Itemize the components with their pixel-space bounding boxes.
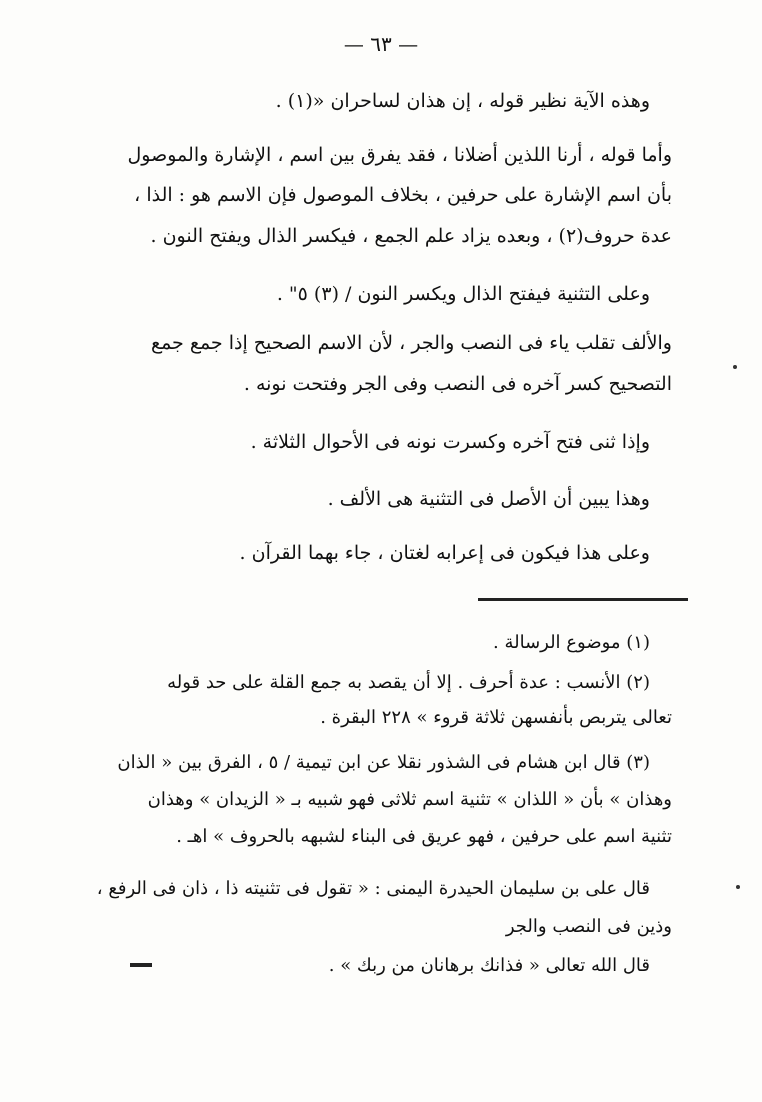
scan-mark	[130, 963, 152, 967]
scan-speck	[733, 365, 737, 369]
body-line: وهذا يبين أن الأصل فى التثنية هى الألف .	[327, 488, 650, 510]
page-number: — ٦٣ —	[343, 32, 419, 56]
scan-speck	[736, 885, 740, 889]
body-line: وعلى التثنية فيفتح الذال ويكسر النون / (٣) ٥" .	[276, 283, 650, 305]
footnote-line: (١) موضوع الرسالة .	[493, 632, 650, 653]
footnote-line: وهذان » بأن « اللذان » تثنية اسم ثلاثى فهو شبيه بـ « الزيدان » وهذان	[147, 789, 672, 810]
footnote-line: قال الله تعالى « فذانك برهانان من ربك » .	[328, 955, 650, 976]
footnote-separator	[478, 598, 688, 601]
footnote-line: (٢) الأنسب : عدة أحرف . إلا أن يقصد به جمع القلة على حد قوله	[167, 672, 650, 693]
body-line: والألف تقلب ياء فى النصب والجر ، لأن الاسم الصحيح إذا جمع جمع	[150, 332, 672, 354]
body-line: وهذه الآية نظير قوله ، إن هذان لساحران «(١) .	[275, 90, 650, 112]
footnote-line: (٣) قال ابن هشام فى الشذور نقلا عن ابن تيمية / ٥ ، الفرق بين « الذان	[117, 752, 650, 773]
footnote-line: تثنية اسم على حرفين ، فهو عريق فى البناء لشبهه بالحروف » اهـ .	[176, 826, 672, 847]
body-line: وأما قوله ، أرنا اللذين أضلانا ، فقد يفرق بين اسم ، الإشارة والموصول	[127, 144, 672, 166]
body-line: وإذا ثنى فتح آخره وكسرت نونه فى الأحوال الثلاثة .	[250, 431, 650, 453]
body-line: التصحيح كسر آخره فى النصب وفى الجر وفتحت نونه .	[243, 373, 672, 395]
footnote-line: وذين فى النصب والجر	[505, 916, 672, 937]
body-line: وعلى هذا فيكون فى إعرابه لغتان ، جاء بهما القرآن .	[239, 542, 650, 564]
footnote-line: قال على بن سليمان الحيدرة اليمنى : « تقول فى تثنيته ذا ، ذان فى الرفع ،	[96, 878, 650, 899]
footnote-line: تعالى يتربص بأنفسهن ثلاثة قروء » ٢٢٨ البقرة .	[320, 707, 672, 728]
body-line: بأن اسم الإشارة على حرفين ، بخلاف الموصول فإن الاسم هو : الذا ،	[134, 184, 672, 206]
body-line: عدة حروف(٢) ، وبعده يزاد علم الجمع ، فيكسر الذال ويفتح النون .	[150, 225, 672, 247]
